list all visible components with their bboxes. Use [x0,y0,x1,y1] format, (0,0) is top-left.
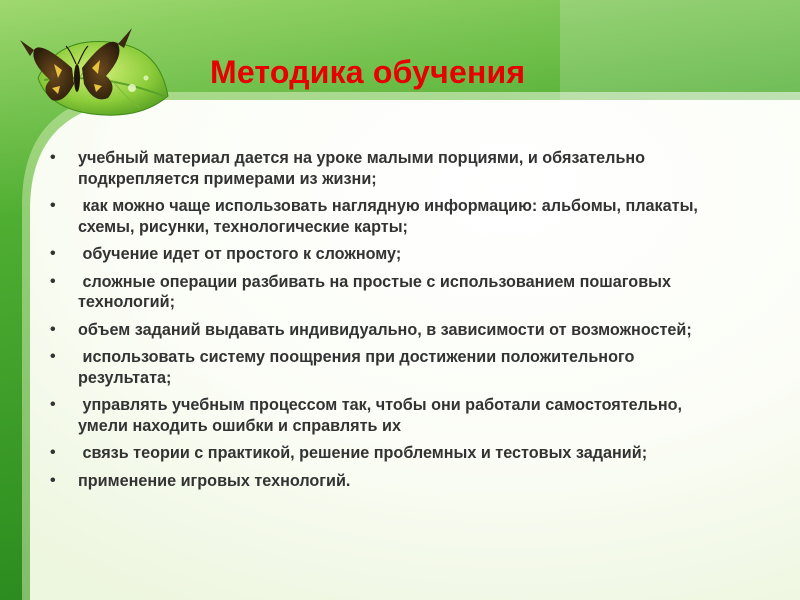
list-item-text: обучение идет от простого к сложному; [78,245,402,263]
bullet-list [48,148,728,498]
bullet-dot: • [50,245,56,262]
list-item-text: управлять учебным процессом так, чтобы они работали самостоятельно, умели находить ошибки и справлять их [78,396,687,435]
list-item-text: использовать систему поощрения при достижении положительного результата; [78,348,639,387]
butterfly-on-leaf-icon [0,0,180,130]
list-item [48,471,728,492]
bullet-dot: • [50,149,56,166]
bullet-dot: • [50,272,56,290]
list-item-text: сложные операции разбивать на простые с использованием пошаговых технологий; [78,272,676,311]
list-item [48,272,728,313]
bullet-dot: • [50,348,56,365]
list-item [48,244,728,265]
bullet-dot: • [50,396,56,413]
list-item [48,347,728,388]
list-item-text: учебный материал дается на уроке малыми порциями, и обязательно подкрепляется примерами из жизни; [78,149,650,188]
bullet-dot: • [50,471,56,489]
list-item-text: связь теории с практикой, решение проблемных и тестовых заданий; [78,444,648,462]
list-item [48,320,728,341]
list-item-text: как можно чаще использовать наглядную информацию: альбомы, плакаты, схемы, рисунки, технологические карты; [78,197,703,236]
list-item [48,443,728,464]
list-item [48,148,728,189]
bullet-dot: • [50,320,56,338]
list-item-text: объем заданий выдавать индивидуально, в зависимости от возможностей; [78,320,692,339]
list-item-text: применение игровых технологий. [78,471,351,490]
list-item [48,196,728,237]
bullet-dot: • [50,444,56,461]
list-item [48,395,728,436]
bullet-dot: • [50,197,56,214]
slide-title: Методика обучения [210,54,526,90]
